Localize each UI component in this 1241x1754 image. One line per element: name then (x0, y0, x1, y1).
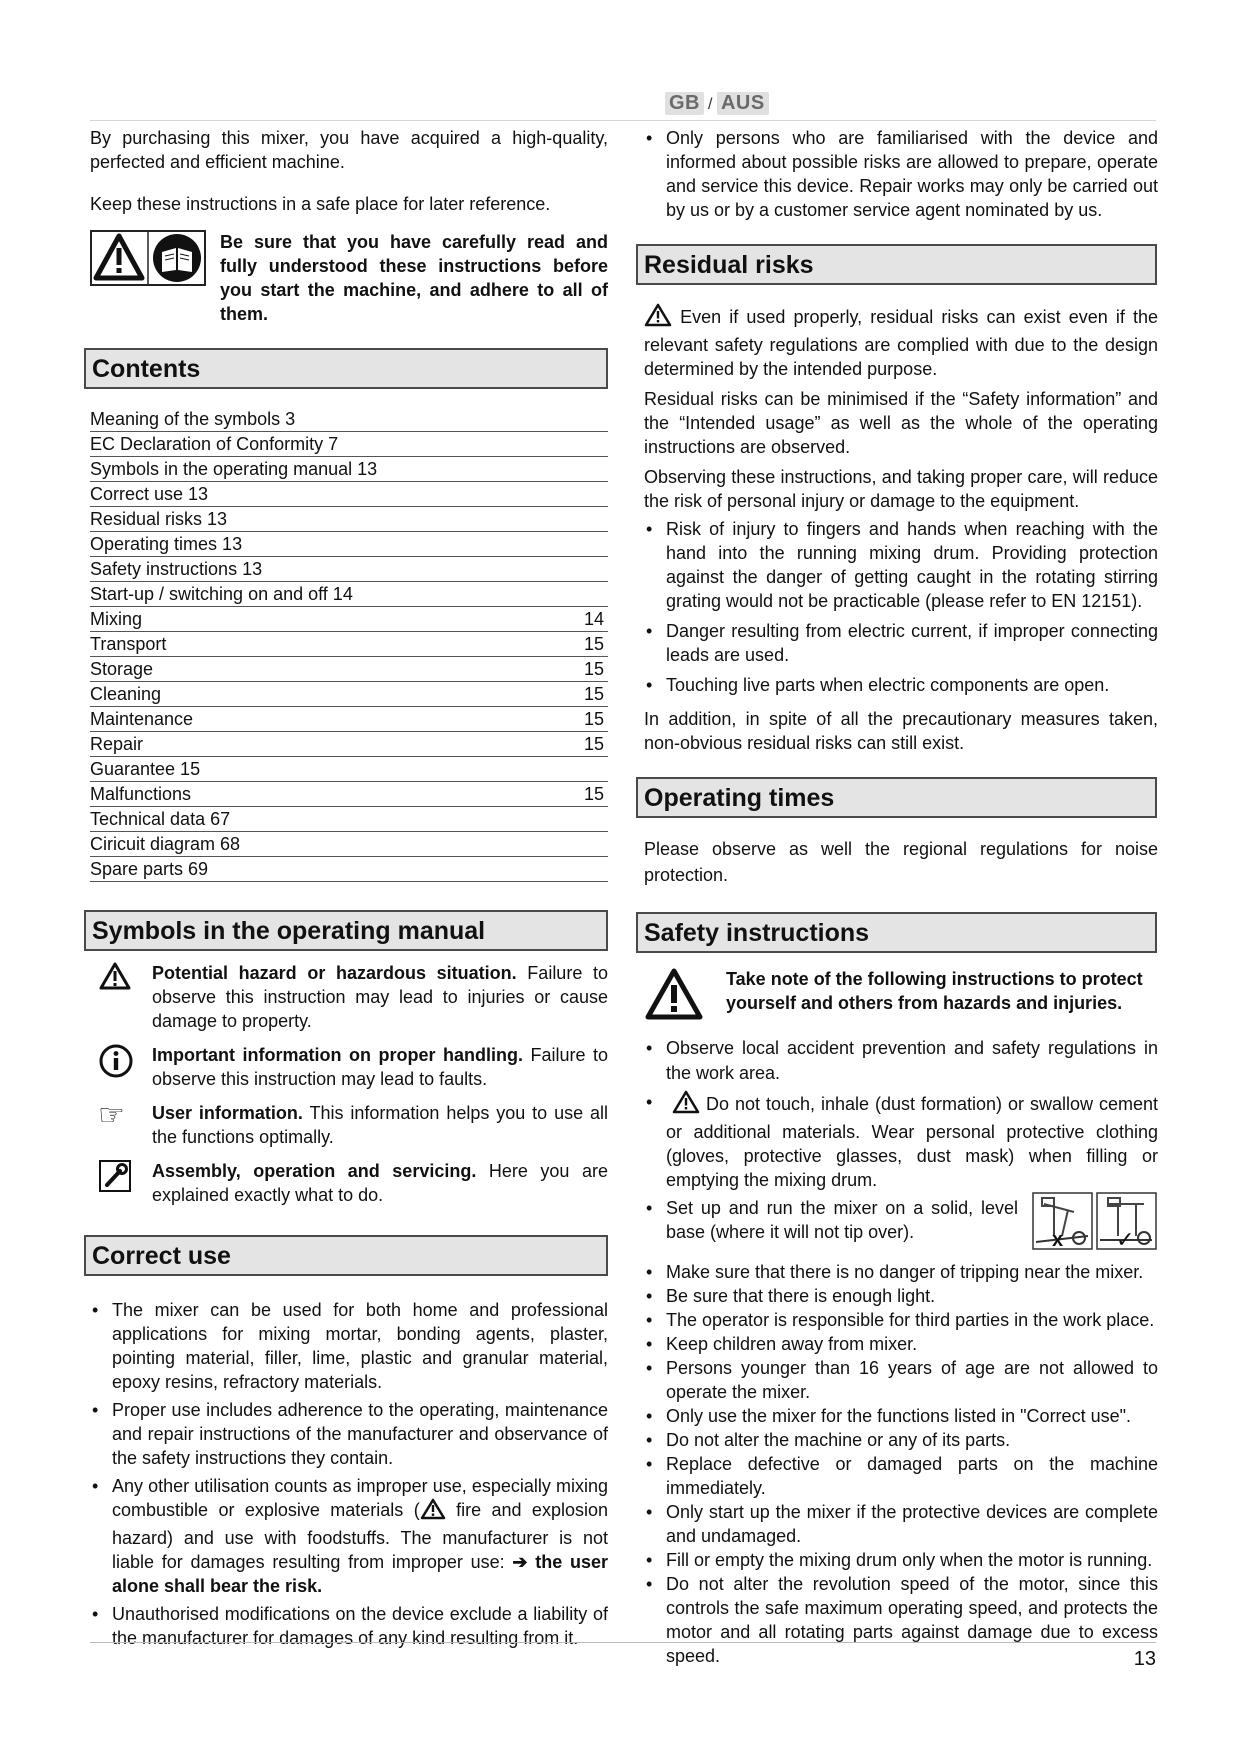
correct-use-heading: Correct use (84, 1235, 608, 1276)
toc-row[interactable] (90, 682, 608, 707)
toc-row[interactable] (90, 532, 608, 557)
toc-label: Technical data 67 (90, 809, 231, 829)
toc-page (604, 807, 608, 831)
list-item: • Risk of injury to fingers and hands when reaching with the hand into the running mixing drum. Providing protection against the danger of getting caught in the rotating stirring grating would not be practicable (please refer to EN 12151). (644, 517, 1158, 613)
toc-label: Guarantee 15 (90, 759, 201, 779)
list-item: • Touching live parts when electric components are open. (644, 673, 1158, 697)
intro-list (644, 126, 1158, 222)
toc-label: Repair (90, 734, 144, 754)
list-item: • Make sure that there is no danger of tripping near the mixer. (644, 1260, 1158, 1284)
toc-row[interactable] (90, 732, 608, 757)
toc-row[interactable] (90, 782, 608, 807)
lang-primary: GB (665, 92, 704, 115)
toc-page (604, 557, 608, 581)
list-item (644, 1196, 1158, 1256)
list-item: • Persons younger than 16 years of age are not allowed to operate the mixer. (644, 1356, 1158, 1404)
intro-paragraph-2: Keep these instructions in a safe place for later reference. (90, 194, 551, 214)
list-item: • Only use the mixer for the functions listed in "Correct use". (644, 1404, 1158, 1428)
warning-triangle-icon (98, 961, 132, 1033)
symbols-heading: Symbols in the operating manual (84, 910, 608, 951)
safety-warning (644, 967, 1158, 1026)
toc-label: Operating times 13 (90, 534, 243, 554)
toc-row[interactable] (90, 557, 608, 582)
toc-row[interactable] (90, 407, 608, 432)
symbol-description: Failure to observe this instruction may lead to injuries or cause damage to property. (152, 963, 608, 1031)
correct-use-list (90, 1298, 608, 1650)
contents-list (90, 407, 608, 882)
page-header (90, 90, 1156, 121)
level-base-pictogram (1032, 1192, 1158, 1256)
toc-row[interactable] (90, 757, 608, 782)
list-item: • The operator is responsible for third parties in the work place. (644, 1308, 1158, 1332)
toc-label: Correct use 13 (90, 484, 209, 504)
toc-label: Ciricuit diagram 68 (90, 834, 241, 854)
symbol-row-user-info (90, 1101, 608, 1149)
toc-row[interactable] (90, 482, 608, 507)
toc-page (604, 507, 608, 531)
list-item: • Be sure that there is enough light. (644, 1284, 1158, 1308)
text-span: • Set up and run the mixer on a solid, level base (where it will not tip over). (666, 1198, 1018, 1242)
toc-row[interactable] (90, 607, 608, 632)
text-span: Even if used properly, residual risks can exist even if the relevant safety regulations are complied with due to the design determined by the intended purpose. (644, 307, 1158, 379)
symbol-row-assembly (90, 1159, 608, 1207)
contents-heading: Contents (84, 348, 608, 389)
text-span: fire and explosion hazard) and use with foodstuffs. The manufacturer is not liable for damages resulting from improper use: (112, 1500, 608, 1572)
large-warning-triangle-icon (644, 967, 726, 1026)
toc-page: 15 (583, 634, 604, 654)
list-item (644, 1090, 1158, 1192)
toc-row[interactable] (90, 807, 608, 832)
residual-paragraph-4: In addition, in spite of all the precautionary measures taken, non-obvious residual risks can still exist. (644, 709, 1158, 753)
svg-text:✓: ✓ (1116, 1228, 1135, 1250)
page-number: 13 (1133, 1648, 1156, 1670)
toc-page: 15 (583, 659, 604, 679)
toc-page (604, 857, 608, 881)
svg-text:x: x (1052, 1229, 1064, 1250)
list-item (90, 1474, 608, 1598)
toc-label: Spare parts 69 (90, 859, 209, 879)
safety-warning-text: Take note of the following instructions to protect yourself and others from hazards and injuries. (726, 969, 1143, 1013)
left-column (90, 126, 608, 1654)
residual-list (644, 517, 1158, 697)
residual-paragraph-1 (644, 303, 1158, 381)
list-item: • Observe local accident prevention and safety regulations in the work area. (644, 1036, 1158, 1086)
text-span: Do not touch, inhale (dust formation) or swallow cement or additional materials. Wear personal protective clothing (gloves, protective glasses, dust mask) when filling or emptying the mixing drum. (666, 1094, 1158, 1190)
residual-paragraph-2: Residual risks can be minimised if the “Safety information” and the “Intended usage” as well as the whole of the operating instructions are observed. (644, 389, 1158, 457)
pointing-hand-icon: ☞ (98, 1099, 125, 1132)
intro-paragraph-1: By purchasing this mixer, you have acquired a high-quality, perfected and efficient machine. (90, 128, 608, 172)
safety-list (644, 1036, 1158, 1668)
residual-paragraph-3: Observing these instructions, and taking proper care, will reduce the risk of personal injury or damage to the equipment. (644, 467, 1158, 511)
toc-label: Start-up / switching on and off 14 (90, 584, 353, 604)
toc-page (604, 407, 608, 431)
warning-triangle-icon (672, 1090, 700, 1120)
footer-divider (90, 1642, 1156, 1643)
warning-read-manual-icon (90, 230, 208, 288)
toc-label: Cleaning (90, 684, 162, 704)
symbols-list (90, 961, 608, 1207)
symbol-description: Failure to observe this instruction may lead to faults. (152, 1045, 608, 1089)
toc-page (604, 457, 608, 481)
toc-row[interactable] (90, 857, 608, 882)
symbol-title: User information. (152, 1103, 303, 1123)
list-item: • Unauthorised modifications on the device exclude a liability of the manufacturer for damages of any kind resulting from it. (90, 1602, 608, 1650)
symbol-title: Important information on proper handling. (152, 1045, 523, 1065)
toc-page (604, 832, 608, 856)
toc-label: Storage (90, 659, 154, 679)
toc-label: Residual risks 13 (90, 509, 228, 529)
intro-warning-text: Be sure that you have carefully read and fully understood these instructions before you start the machine, and adhere to all of them. (220, 232, 608, 324)
toc-page (604, 532, 608, 556)
toc-page (604, 582, 608, 606)
symbol-title: Assembly, operation and servicing. (152, 1161, 477, 1181)
wrench-icon (98, 1159, 132, 1207)
toc-row[interactable] (90, 432, 608, 457)
list-item: • Proper use includes adherence to the operating, maintenance and repair instructions of the manufacturer and observance of the safety instructions they contain. (90, 1398, 608, 1470)
right-column (644, 126, 1158, 1668)
language-badge (665, 92, 769, 115)
list-item: • Only persons who are familiarised with the device and informed about possible risks are allowed to prepare, operate and service this device. Repair works may only be carried out by us or by a customer service agent nominated by us. (644, 126, 1158, 222)
list-item: • Danger resulting from electric current, if improper connecting leads are used. (644, 619, 1158, 667)
list-item: • Only start up the mixer if the protective devices are complete and undamaged. (644, 1500, 1158, 1548)
symbol-description: This information helps you to use all the functions optimally. (152, 1103, 608, 1147)
toc-page: 15 (583, 709, 604, 729)
lang-secondary: AUS (717, 92, 769, 115)
warning-triangle-icon (644, 303, 672, 333)
toc-label: Malfunctions (90, 784, 192, 804)
symbol-row-info (90, 1043, 608, 1091)
toc-row[interactable] (90, 832, 608, 857)
intro-warning (90, 230, 608, 326)
toc-page (604, 482, 608, 506)
list-item: • Fill or empty the mixing drum only when the motor is running. (644, 1548, 1158, 1572)
toc-page: 15 (583, 734, 604, 754)
list-item: • The mixer can be used for both home and professional applications for mixing mortar, bonding agents, plaster, pointing material, filler, lime, plastic and granular material, epoxy resins, refractory materials. (90, 1298, 608, 1394)
symbol-title: Potential hazard or hazardous situation. (152, 963, 517, 983)
toc-row[interactable] (90, 457, 608, 482)
list-item: • Do not alter the revolution speed of the motor, since this controls the safe maximum operating speed, and protects the motor and all rotating parts against damage due to excess speed. (644, 1572, 1158, 1668)
toc-label: Safety instructions 13 (90, 559, 263, 579)
list-item: • Do not alter the machine or any of its parts. (644, 1428, 1158, 1452)
arrow-icon: ➔ (512, 1552, 528, 1572)
toc-page (604, 757, 608, 781)
toc-page: 15 (583, 684, 604, 704)
operating-times-paragraph: Please observe as well the regional regulations for noise protection. (644, 839, 1158, 885)
toc-row[interactable] (90, 582, 608, 607)
toc-label: Symbols in the operating manual 13 (90, 459, 378, 479)
text-span-bold: the user alone shall bear the risk. (112, 1552, 608, 1596)
toc-label: Meaning of the symbols 3 (90, 409, 296, 429)
toc-page (604, 432, 608, 456)
safety-instructions-heading: Safety instructions (636, 912, 1157, 953)
lang-separator: / (708, 96, 713, 113)
toc-label: EC Declaration of Conformity 7 (90, 434, 339, 454)
toc-label: Transport (90, 634, 167, 654)
toc-label: Mixing (90, 609, 143, 629)
list-item: • Replace defective or damaged parts on the machine immediately. (644, 1452, 1158, 1500)
symbol-row-hazard (90, 961, 608, 1033)
operating-times-heading: Operating times (636, 777, 1157, 818)
text-span: Any other utilisation counts as improper use, especially mixing combustible or explosive materials ( (112, 1476, 608, 1520)
toc-page: 14 (583, 609, 604, 629)
info-icon (98, 1043, 134, 1091)
toc-row[interactable] (90, 507, 608, 532)
toc-page: 15 (583, 784, 604, 804)
residual-risks-heading: Residual risks (636, 244, 1157, 285)
toc-row[interactable] (90, 707, 608, 732)
warning-triangle-icon (420, 1498, 446, 1526)
symbol-description: Here you are explained exactly what to do. (152, 1161, 608, 1205)
toc-row[interactable] (90, 632, 608, 657)
toc-row[interactable] (90, 657, 608, 682)
list-item: • Keep children away from mixer. (644, 1332, 1158, 1356)
toc-label: Maintenance (90, 709, 194, 729)
